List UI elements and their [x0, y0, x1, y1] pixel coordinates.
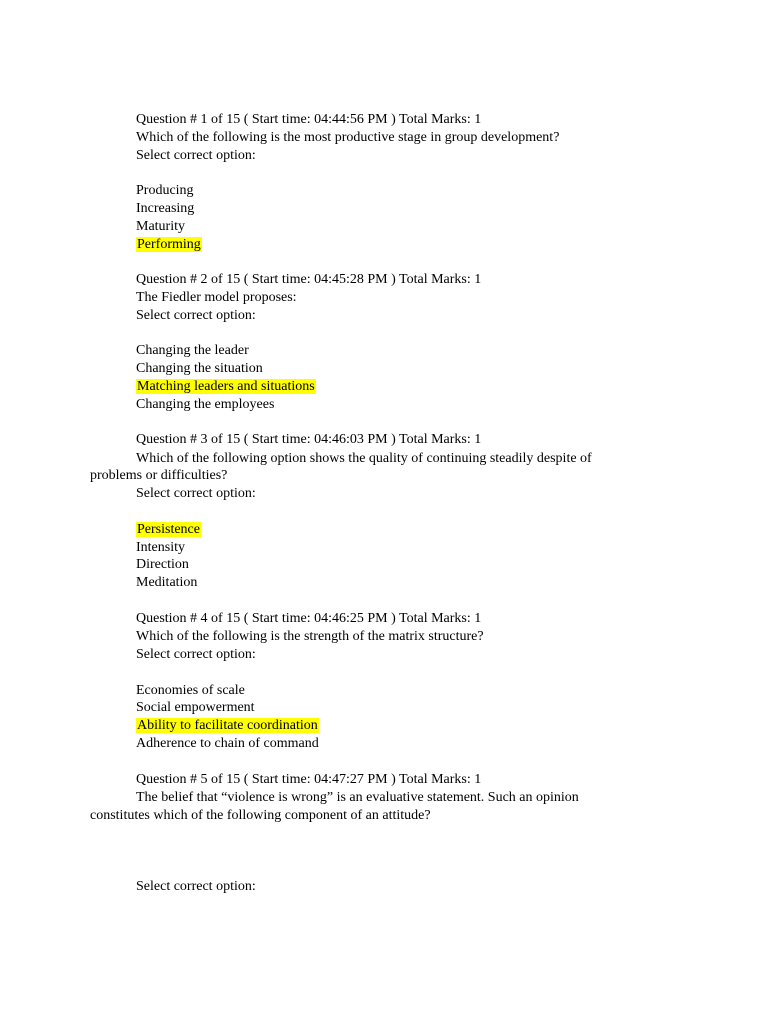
- question-3-option-4: Meditation: [136, 575, 198, 590]
- answer-highlight: Matching leaders and situations: [137, 379, 315, 394]
- question-2-text: The Fiedler model proposes:: [136, 290, 297, 305]
- question-1-option-4-highlighted: [136, 236, 202, 254]
- question-4-text: Which of the following is the strength of the matrix structure?: [136, 629, 484, 644]
- question-2-option-4: Changing the employees: [136, 397, 275, 412]
- question-2-option-2: Changing the situation: [136, 361, 263, 376]
- question-3-option-3: Direction: [136, 557, 189, 572]
- question-3-header: Question # 3 of 15 ( Start time: 04:46:03 PM ) Total Marks: 1: [136, 432, 482, 447]
- question-5-select-label: Select correct option:: [136, 879, 256, 894]
- question-4-option-2: Social empowerment: [136, 700, 255, 715]
- question-2-select-label: Select correct option:: [136, 308, 256, 323]
- question-3-text-line-1: Which of the following option shows the quality of continuing steadily despite of: [136, 451, 592, 466]
- question-2-option-3-highlighted: [136, 378, 316, 396]
- question-1-text: Which of the following is the most productive stage in group development?: [136, 130, 560, 145]
- question-1-option-1: Producing: [136, 183, 194, 198]
- question-4-header: Question # 4 of 15 ( Start time: 04:46:25 PM ) Total Marks: 1: [136, 611, 482, 626]
- question-4-option-4: Adherence to chain of command: [136, 736, 319, 751]
- question-5-text-line-1: The belief that “violence is wrong” is an evaluative statement. Such an opinion: [136, 790, 579, 805]
- question-3-option-1-highlighted: [136, 521, 201, 539]
- question-1-select-label: Select correct option:: [136, 148, 256, 163]
- question-4-select-label: Select correct option:: [136, 647, 256, 662]
- question-3-select-label: Select correct option:: [136, 486, 256, 501]
- answer-highlight: Ability to facilitate coordination: [137, 718, 318, 733]
- question-1-option-3: Maturity: [136, 219, 185, 234]
- question-4-option-3-highlighted: [136, 717, 319, 735]
- question-5-header: Question # 5 of 15 ( Start time: 04:47:27 PM ) Total Marks: 1: [136, 772, 482, 787]
- question-5-text-line-2: constitutes which of the following component of an attitude?: [90, 808, 431, 823]
- question-2-header: Question # 2 of 15 ( Start time: 04:45:28 PM ) Total Marks: 1: [136, 272, 482, 287]
- answer-highlight: Performing: [137, 237, 201, 252]
- question-2-option-1: Changing the leader: [136, 343, 249, 358]
- question-3-text-line-2: problems or difficulties?: [90, 468, 228, 483]
- question-4-option-1: Economies of scale: [136, 683, 245, 698]
- question-1-header: Question # 1 of 15 ( Start time: 04:44:56 PM ) Total Marks: 1: [136, 112, 482, 127]
- question-1-option-2: Increasing: [136, 201, 195, 216]
- answer-highlight: Persistence: [137, 522, 200, 537]
- question-3-option-2: Intensity: [136, 540, 185, 555]
